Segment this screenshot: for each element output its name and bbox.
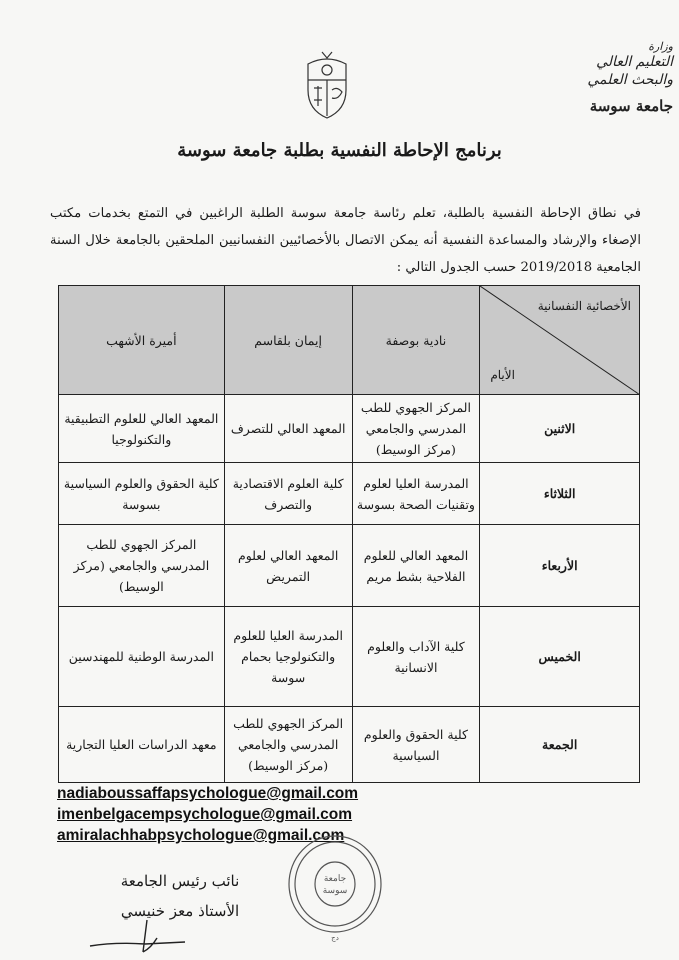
table-cell: المدرسة العليا للعلوم والتكنولوجيا بحمام سوسة	[224, 607, 352, 707]
table-row	[59, 607, 640, 707]
official-stamp-icon	[285, 832, 385, 942]
letterhead	[563, 40, 673, 115]
day-cell: الجمعة	[480, 707, 640, 783]
table-cell: المدرسة العليا لعلوم وتقنيات الصحة بسوسة	[352, 463, 480, 525]
column-header: نادية بوصفة	[352, 286, 480, 395]
day-cell: الثلاثاء	[480, 463, 640, 525]
day-cell: الأربعاء	[480, 525, 640, 607]
letterhead-university: جامعة سوسة	[589, 97, 673, 115]
svg-text:جامعة: جامعة	[323, 874, 347, 884]
table-cell: كلية العلوم الاقتصادية والتصرف	[224, 463, 352, 525]
svg-text:دج: دج	[331, 934, 339, 942]
table-header-row	[59, 286, 640, 395]
letterhead-line3: والبحث العلمي	[587, 72, 673, 88]
signatory-name: الأستاذ معز خنيسي	[120, 902, 240, 920]
document-title: برنامج الإحاطة النفسية بطلبة جامعة سوسة	[177, 140, 502, 161]
table-cell: المعهد العالي للعلوم التطبيقية والتكنولوجيا	[59, 395, 225, 463]
corner-bottom-label: الأيام	[490, 368, 515, 382]
day-cell: الخميس	[480, 607, 640, 707]
column-header: أميرة الأشهب	[59, 286, 225, 395]
signature-icon	[85, 912, 195, 956]
table-row	[59, 525, 640, 607]
table-cell: كلية الآداب والعلوم الانسانية	[352, 607, 480, 707]
table-cell: المركز الجهوي للطب المدرسي والجامعي (مركز الوسيط)	[224, 707, 352, 783]
table-cell: كلية الحقوق والعلوم السياسية	[352, 707, 480, 783]
table-cell: المدرسة الوطنية للمهندسين	[59, 607, 225, 707]
table-cell: المركز الجهوي للطب المدرسي والجامعي (مركز الوسيط)	[59, 525, 225, 607]
signatory-role: نائب رئيس الجامعة	[120, 872, 240, 890]
day-cell: الاثنين	[480, 395, 640, 463]
table-row	[59, 463, 640, 525]
column-header: إيمان بلقاسم	[224, 286, 352, 395]
email-link[interactable]: amiralachhabpsychologue@gmail.com	[57, 827, 345, 844]
email-link[interactable]: imenbelgacempsychologue@gmail.com	[57, 806, 353, 823]
letterhead-line2: التعليم العالي	[596, 54, 673, 70]
table-row	[59, 707, 640, 783]
table-cell: المعهد العالي للتصرف	[224, 395, 352, 463]
coat-of-arms-icon	[298, 50, 356, 122]
table-cell: المركز الجهوي للطب المدرسي والجامعي (مركز الوسيط)	[352, 395, 480, 463]
corner-header-cell	[480, 286, 640, 395]
table-cell: المعهد العالي للعلوم الفلاحية بشط مريم	[352, 525, 480, 607]
table-cell: معهد الدراسات العليا التجارية	[59, 707, 225, 783]
svg-text:سوسة: سوسة	[322, 886, 348, 896]
intro-paragraph: في نطاق الإحاطة النفسية بالطلبة، تعلم رئاسة جامعة سوسة الطلبة الراغبين في التمتع بخدمات مكتب الإصغاء والإرشاد والمساعدة النفسية أنه يمكن الاتصال بالأخصائيين النفسانيين الملحقين بالجامعة خلال السنة الجامعية 2019/2018 حسب الجدول التالي :	[50, 206, 641, 275]
table-cell: المعهد العالي لعلوم التمريض	[224, 525, 352, 607]
table-cell: كلية الحقوق والعلوم السياسية بسوسة	[59, 463, 225, 525]
email-link[interactable]: nadiaboussaffapsychologue@gmail.com	[57, 785, 359, 802]
letterhead-line1: وزارة	[648, 40, 673, 53]
corner-top-label: الأخصائية النفسانية	[537, 299, 631, 313]
schedule-table	[58, 285, 640, 783]
table-row	[59, 395, 640, 463]
